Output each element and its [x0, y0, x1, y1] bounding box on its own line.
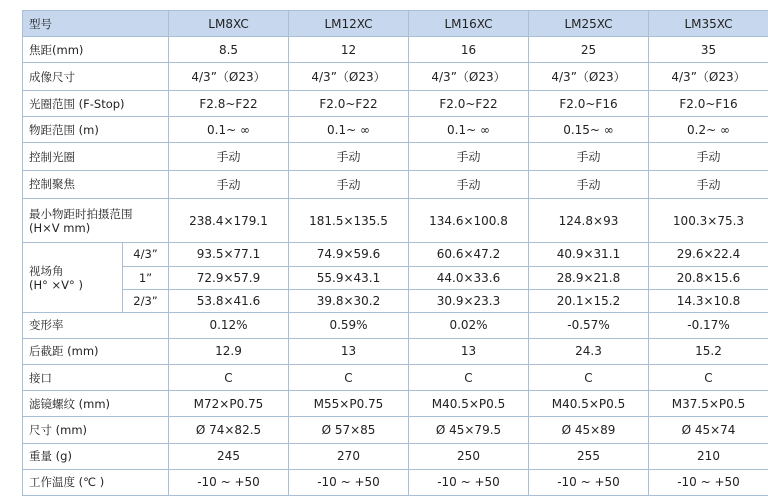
cell: 0.15~ ∞: [529, 117, 649, 143]
cell: 14.3×10.8: [649, 289, 768, 312]
row-label: 光圈范围 (F-Stop): [23, 91, 169, 117]
table-row-distortion: [23, 312, 768, 338]
table-row-temperature: [23, 469, 768, 495]
cell: 181.5×135.5: [289, 198, 409, 243]
cell: M37.5×P0.5: [649, 391, 768, 417]
cell: 手动: [649, 143, 768, 171]
cell: -10 ~ +50: [649, 469, 768, 495]
cell: 16: [409, 37, 529, 63]
table-row-object-distance: [23, 117, 768, 143]
row-label-line: (H° ×V° ): [29, 277, 83, 292]
table-row-focal: [23, 37, 768, 63]
cell: 238.4×179.1: [169, 198, 289, 243]
cell: 25: [529, 37, 649, 63]
model-name: LM8XC: [169, 11, 289, 37]
row-label-line: 最小物距时拍摄范围: [29, 206, 133, 221]
cell: M55×P0.75: [289, 391, 409, 417]
table-row-back-focal: [23, 338, 768, 364]
cell: 0.59%: [289, 312, 409, 338]
cell: 4/3”（Ø23）: [649, 63, 768, 91]
cell: 手动: [529, 143, 649, 171]
cell: 4/3”（Ø23）: [529, 63, 649, 91]
cell: M40.5×P0.5: [529, 391, 649, 417]
cell: 0.02%: [409, 312, 529, 338]
table-header-row: [23, 11, 768, 37]
cell: 72.9×57.9: [169, 266, 289, 289]
cell: F2.0~F16: [649, 91, 768, 117]
cell: 手动: [649, 171, 768, 199]
cell: Ø 57×85: [289, 417, 409, 443]
cell: 0.1~ ∞: [409, 117, 529, 143]
cell: F2.0~F22: [289, 91, 409, 117]
row-label: [23, 198, 169, 243]
lens-spec-table: [22, 10, 768, 496]
cell: 53.8×41.6: [169, 289, 289, 312]
row-label-line: (H×V mm): [29, 220, 91, 235]
model-name: LM35XC: [649, 11, 768, 37]
row-label: 接口: [23, 365, 169, 391]
table-row-focus-control: [23, 171, 768, 199]
row-label: 重量 (g): [23, 443, 169, 469]
cell: Ø 45×79.5: [409, 417, 529, 443]
cell: 74.9×59.6: [289, 243, 409, 266]
row-label: 控制光圈: [23, 143, 169, 171]
cell: Ø 74×82.5: [169, 417, 289, 443]
row-label: 物距范围 (m): [23, 117, 169, 143]
table-row-weight: [23, 443, 768, 469]
cell: 15.2: [649, 338, 768, 364]
cell: 270: [289, 443, 409, 469]
cell: 13: [289, 338, 409, 364]
cell: 40.9×31.1: [529, 243, 649, 266]
table-row-min-range: [23, 198, 768, 243]
table-row-imaging: [23, 63, 768, 91]
cell: 手动: [529, 171, 649, 199]
cell: 0.1~ ∞: [169, 117, 289, 143]
cell: 手动: [409, 143, 529, 171]
cell: -10 ~ +50: [289, 469, 409, 495]
sensor-size: 1”: [123, 266, 169, 289]
cell: C: [169, 365, 289, 391]
cell: M72×P0.75: [169, 391, 289, 417]
cell: -0.57%: [529, 312, 649, 338]
table-row-fov-1: [23, 243, 768, 266]
cell: Ø 45×74: [649, 417, 768, 443]
cell: -10 ~ +50: [169, 469, 289, 495]
row-label: 焦距(mm): [23, 37, 169, 63]
cell: -10 ~ +50: [529, 469, 649, 495]
cell: 124.8×93: [529, 198, 649, 243]
model-name: LM16XC: [409, 11, 529, 37]
table-row-fov-3: [23, 289, 768, 312]
cell: F2.8~F22: [169, 91, 289, 117]
cell: 0.1~ ∞: [289, 117, 409, 143]
row-label: [23, 243, 123, 312]
row-label-line: 视场角: [29, 263, 64, 278]
row-label: 工作温度 (℃ ): [23, 469, 169, 495]
cell: 手动: [409, 171, 529, 199]
cell: Ø 45×89: [529, 417, 649, 443]
table-row-fov-2: [23, 266, 768, 289]
cell: 手动: [169, 143, 289, 171]
cell: 210: [649, 443, 768, 469]
row-label: 成像尺寸: [23, 63, 169, 91]
cell: 250: [409, 443, 529, 469]
cell: 12: [289, 37, 409, 63]
cell: 255: [529, 443, 649, 469]
cell: 0.2~ ∞: [649, 117, 768, 143]
cell: 手动: [289, 143, 409, 171]
cell: F2.0~F16: [529, 91, 649, 117]
row-label: 滤镜螺纹 (mm): [23, 391, 169, 417]
cell: 手动: [169, 171, 289, 199]
cell: 29.6×22.4: [649, 243, 768, 266]
header-label: 型号: [23, 11, 169, 37]
row-label: 尺寸 (mm): [23, 417, 169, 443]
row-label: 后截距 (mm): [23, 338, 169, 364]
cell: 28.9×21.8: [529, 266, 649, 289]
cell: 手动: [289, 171, 409, 199]
cell: C: [289, 365, 409, 391]
cell: -10 ~ +50: [409, 469, 529, 495]
cell: 134.6×100.8: [409, 198, 529, 243]
cell: 4/3”（Ø23）: [289, 63, 409, 91]
cell: 12.9: [169, 338, 289, 364]
cell: 39.8×30.2: [289, 289, 409, 312]
table-row-aperture-range: [23, 91, 768, 117]
cell: M40.5×P0.5: [409, 391, 529, 417]
cell: 20.1×15.2: [529, 289, 649, 312]
cell: -0.17%: [649, 312, 768, 338]
cell: 8.5: [169, 37, 289, 63]
table-row-dimension: [23, 417, 768, 443]
table-row-filter: [23, 391, 768, 417]
cell: C: [529, 365, 649, 391]
cell: 245: [169, 443, 289, 469]
cell: 0.12%: [169, 312, 289, 338]
cell: C: [409, 365, 529, 391]
cell: 55.9×43.1: [289, 266, 409, 289]
sensor-size: 2/3”: [123, 289, 169, 312]
sensor-size: 4/3”: [123, 243, 169, 266]
cell: 30.9×23.3: [409, 289, 529, 312]
cell: 4/3”（Ø23）: [169, 63, 289, 91]
cell: 60.6×47.2: [409, 243, 529, 266]
cell: 100.3×75.3: [649, 198, 768, 243]
cell: 24.3: [529, 338, 649, 364]
cell: C: [649, 365, 768, 391]
row-label: 控制聚焦: [23, 171, 169, 199]
cell: 13: [409, 338, 529, 364]
table-row-mount: [23, 365, 768, 391]
model-name: LM12XC: [289, 11, 409, 37]
row-label: 变形率: [23, 312, 169, 338]
cell: 93.5×77.1: [169, 243, 289, 266]
cell: 35: [649, 37, 768, 63]
cell: 44.0×33.6: [409, 266, 529, 289]
model-name: LM25XC: [529, 11, 649, 37]
table-row-aperture-control: [23, 143, 768, 171]
cell: 4/3”（Ø23）: [409, 63, 529, 91]
cell: 20.8×15.6: [649, 266, 768, 289]
cell: F2.0~F22: [409, 91, 529, 117]
